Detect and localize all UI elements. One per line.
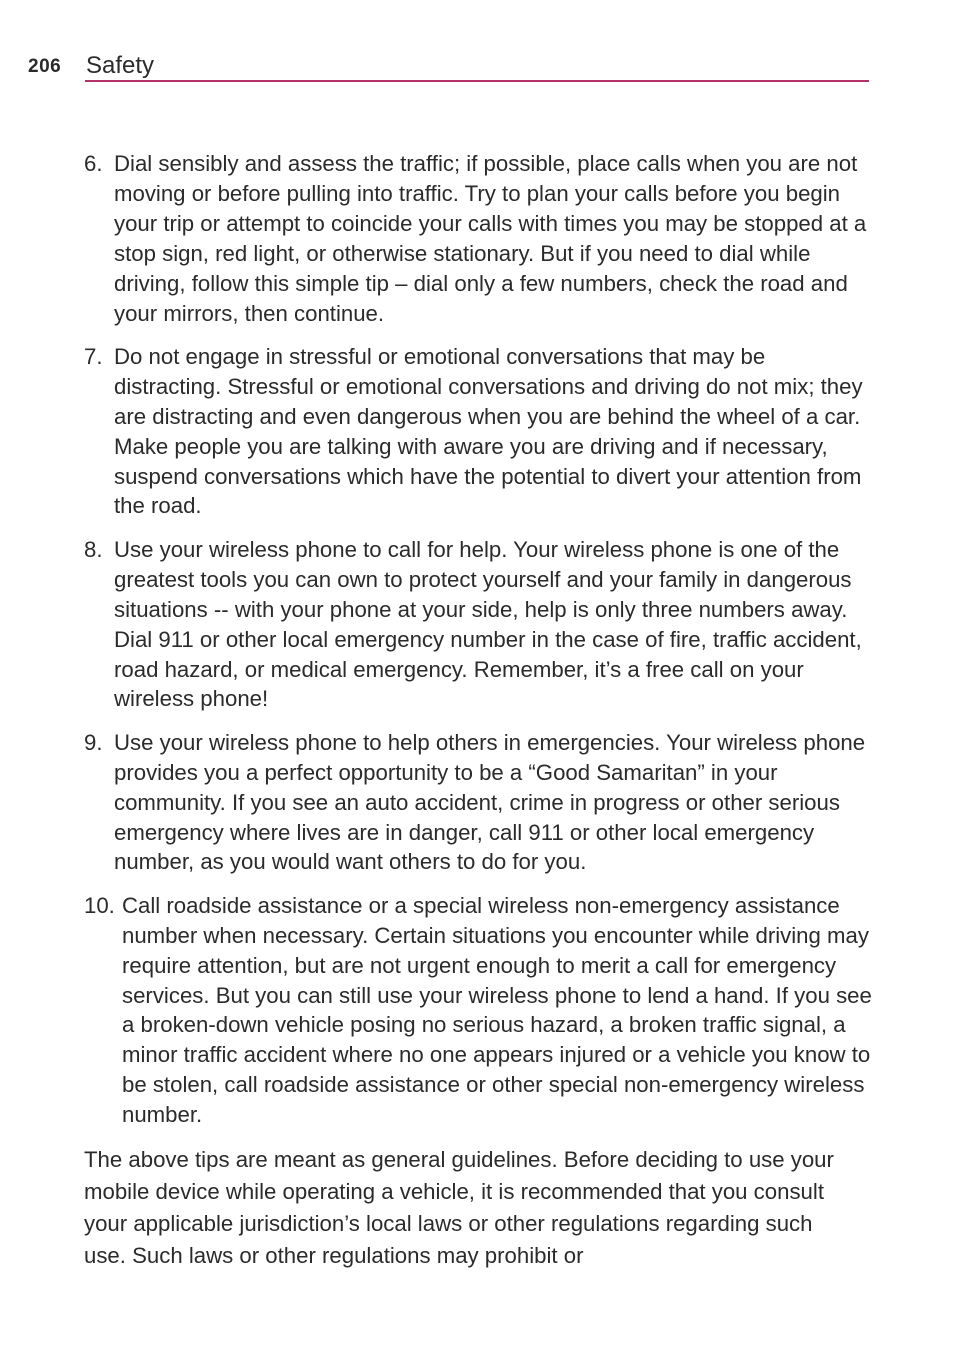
list-item-6	[84, 149, 874, 328]
list-item-text: Do not engage in stressful or emotional conversations that may be distracting. Stressful or emotional conversations and driving do not mix; they are distracting and even dangerous when you are behind the wheel of a car. Make people you are talking with aware you are driving and if necessary, suspend conversations which have the potential to divert your attention from the road.	[114, 343, 863, 519]
list-item-number: 6.	[84, 151, 103, 176]
list-item-7	[84, 342, 874, 521]
list-item-text: Use your wireless phone to help others in emergencies. Your wireless phone provides you a perfect opportunity to be a “Good Samaritan” in your community. If you see an auto accident, crime in progress or other serious emergency where lives are in danger, call 911 or other local emergency number, as you would want others to do for you.	[114, 729, 866, 875]
list-item-number: 10.	[84, 892, 115, 918]
closing-paragraph: The above tips are meant as general guidelines. Before deciding to use your mobile device while operating a vehicle, it is recommended that you consult your applicable jurisdiction’s local laws or other regulations regarding such use. Such laws or other regulations may prohibit or	[84, 1147, 834, 1269]
list-item-number: 9.	[84, 729, 103, 755]
header-divider	[85, 80, 869, 82]
page-number: 206	[28, 56, 62, 77]
list-item-number: 8.	[84, 536, 103, 562]
page-content	[84, 149, 874, 1294]
section-title: Safety	[86, 52, 155, 79]
list-item-text: Use your wireless phone to call for help. Your wireless phone is one of the greatest tools you can own to protect yourself and your family in dangerous situations -- with your phone at your side, help is only three numbers away. Dial 911 or other local emergency number in the case of fire, traffic accident, road hazard, or medical emergency. Remember, it’s a free call on your wireless phone!	[114, 536, 862, 712]
list-item-text: Dial sensibly and assess the traffic; if possible, place calls when you are not moving or before pulling into traffic. Try to plan your calls before you begin your trip or attempt to coincide your calls with times you may be stopped at a stop sign, red light, or otherwise stationary. But if you need to dial while driving, follow this simple tip – dial only a few numbers, check the road and your mirrors, then continue.	[114, 151, 867, 326]
list-item-10	[84, 891, 874, 1130]
list-item-8	[84, 535, 874, 714]
list-item-text: Call roadside assistance or a special wireless non-emergency assistance number when necessary. Certain situations you encounter while driving may require attention, but are not urgent enough to merit a call for emergency services. But you can still use your wireless phone to lend a hand. If you see a broken-down vehicle posing no serious hazard, a broken traffic signal, a minor traffic accident where no one appears injured or a vehicle you know to be stolen, call roadside assistance or other special non-emergency wireless number.	[122, 892, 872, 1128]
list-item-number: 7.	[84, 343, 103, 369]
list-item-9	[84, 728, 874, 878]
